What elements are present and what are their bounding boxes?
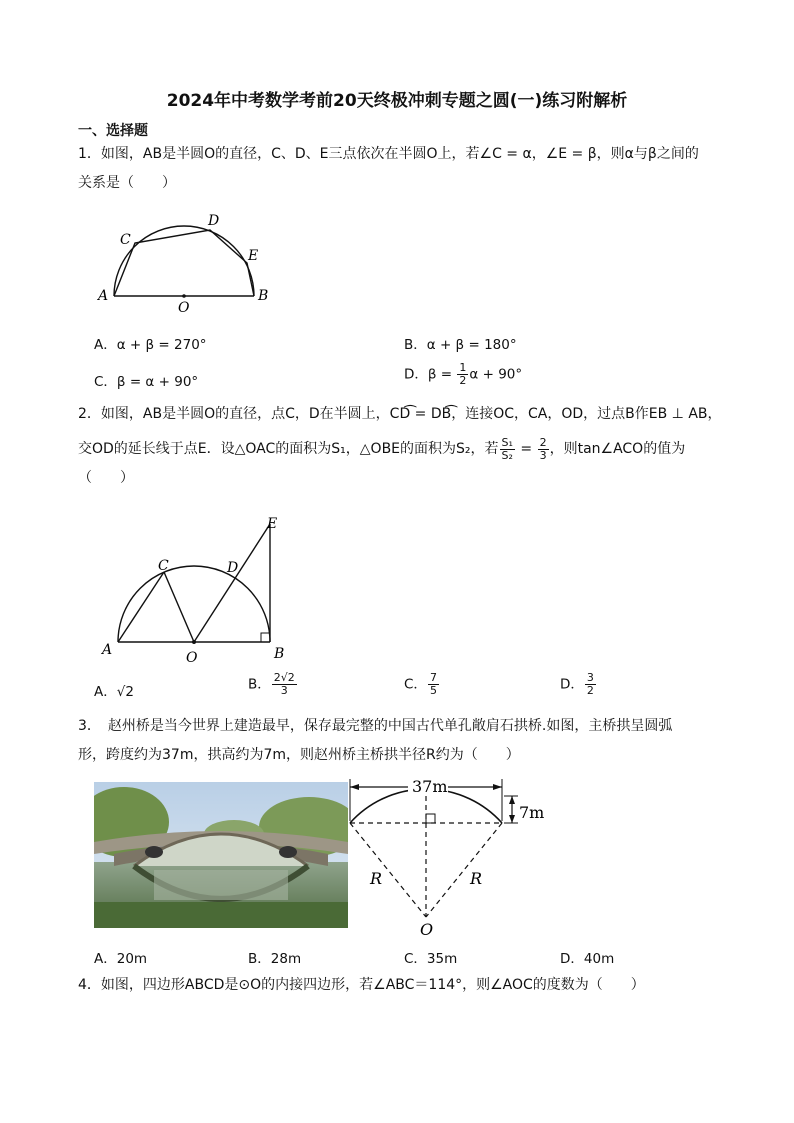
fig3-height-label: 7m [519,803,545,822]
question-1-text [78,140,728,198]
svg-text:E: E [267,516,278,532]
q3-option-c[interactable]: C．35m [404,951,458,967]
q1-option-d[interactable] [404,362,522,387]
question-1-line2: 关系是（ ） [78,175,176,191]
question-3-figure [346,775,556,940]
q3-option-d[interactable]: D．40m [560,951,615,967]
svg-text:R: R [470,869,483,888]
fig1-label-b: B [258,288,269,304]
fig1-label-o: O [178,300,190,316]
svg-text:A: A [102,642,113,658]
question-4-text [78,971,728,1000]
svg-text:C: C [158,558,169,574]
question-4-line1: 4．如图，四边形ABCD是⊙O的内接四边形，若∠ABC＝114°，则∠AOC的度数为（ ） [78,977,645,993]
question-3-text [78,712,728,770]
q1-option-b[interactable]: B．α + β = 180° [404,337,517,353]
question-2-line1: 2．如图，AB是半圆O的直径，点C，D在半圆上，CD͡ = DB͡，连接OC，CA，OD，过点B作EB ⊥ AB， [78,406,722,422]
bridge-photo [94,782,348,928]
q1-option-c[interactable]: C．β = α + 90° [94,374,199,390]
question-1-figure [92,208,277,318]
fig1-label-d: D [208,213,220,229]
question-2-line2: 交OD的延长线于点E．设△OAC的面积为S₁，△OBE的面积为S₂，若 $\frac{\text{S₁}}{\text{S₂}}$ = $\frac{2}{3}$ ，则tan∠ACO的值为 [78,435,686,462]
q1-option-a[interactable]: A．α + β = 270° [94,337,207,353]
q1-option-d-fraction: $\frac{1}{2}$ [459,361,467,387]
q2-option-b[interactable]: B． $\frac{2√2}{3}$ [248,671,295,697]
svg-text:D: D [227,560,239,576]
question-1-line1: 1．如图，AB是半圆O的直径，C、D、E三点依次在半圆O上，若∠C = α，∠E = β，则α与β之间的 [78,146,699,162]
question-2-figure [98,510,298,665]
question-3-line2: 形，跨度约为37m，拱高约为7m，则赵州桥主桥拱半径R约为（ ） [78,747,520,763]
q1-option-d-prefix: D．β = [404,366,457,383]
q2-option-d[interactable]: D． $\frac{3}{2}$ [560,671,594,697]
q3-option-a[interactable]: A．20m [94,951,148,967]
svg-text:O: O [186,650,198,665]
page-title: 2024年中考数学考前20天终极冲刺专题之圆(一)练习附解析 [166,91,628,111]
fig1-label-e: E [248,248,259,264]
question-2-line3: （ ） [78,470,134,486]
fig3-span-label: 37m [412,777,448,796]
fig1-label-c: C [120,232,131,248]
svg-text:B: B [274,646,285,662]
q3-option-b[interactable]: B．28m [248,951,302,967]
q2-option-a[interactable]: A．√2 [94,684,134,700]
svg-text:R: R [370,869,383,888]
q1-option-d-suffix: α + 90° [469,366,523,383]
question-2-text [78,400,728,493]
question-3-line1: 3． 赵州桥是当今世界上建造最早，保存最完整的中国古代单孔敞肩石拱桥.如图，主桥拱呈圆弧 [78,718,673,734]
section-heading: 一、选择题 [78,123,148,139]
q2-option-c[interactable]: C． $\frac{7}{5}$ [404,671,437,697]
fig1-label-a: A [98,288,109,304]
svg-text:O: O [420,920,434,939]
